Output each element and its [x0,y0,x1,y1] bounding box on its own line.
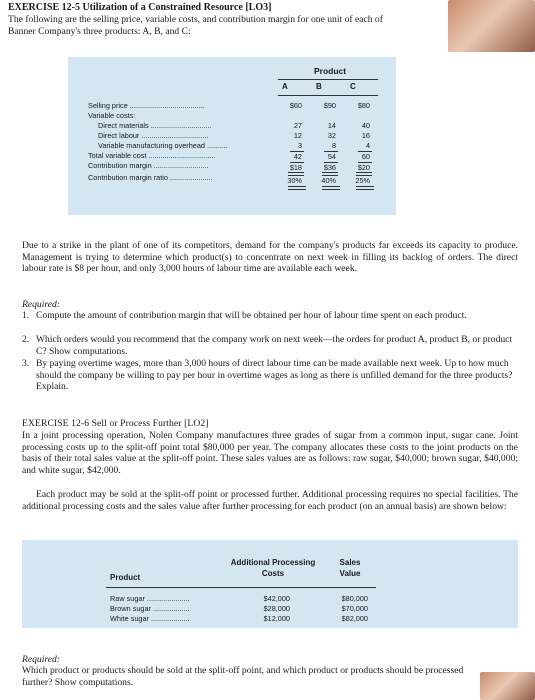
cell: 12 [293,131,302,140]
cell: $12,000 [263,614,290,623]
cell: 16 [361,131,370,140]
required-label-2: Required: [22,654,61,665]
cell: $20 [357,163,370,172]
cell: 25% [355,176,370,185]
header-sales-value: Sales Value [339,558,361,578]
exercise-12-6-title: EXERCISE 12-6 Sell or Process Further [LO2] [22,418,209,429]
row-variable-costs: Variable costs: [88,111,136,120]
cell: 32 [327,131,336,140]
row-direct-materials: Direct materials .............................. [98,121,212,130]
cell: $36 [323,163,336,172]
cell: $70,000 [341,604,368,613]
cell: $80,000 [341,594,368,603]
decorative-photo [448,0,535,52]
required-label: Required: [22,299,61,310]
cell: $80 [357,101,370,110]
cell: $60 [289,101,302,110]
col-b: B [316,82,322,91]
cell: $90 [323,101,336,110]
col-c: C [350,82,356,91]
row-direct-labour: Direct labour ................................. [98,131,209,140]
row-variable-overhead: Variable manufacturing overhead .......... [98,141,228,150]
row-selling-price: Selling price ..................................... [88,101,205,110]
decorative-photo [480,672,535,700]
cell: 40% [321,176,336,185]
exercise-12-5-body: Due to a strike in the plant of one of its competitors, demand for the company's products far exceeds its capacity to produce. Management is trying to determine which product(s) to concentrate on next week in filling its backlog of orders. The direct labour rate is $8 per hour, and only 3,000 hours of labour time are available each week. [22,240,518,275]
table-row: White sugar ................... [110,614,190,623]
row-contribution-margin: Contribution margin ........................... [88,161,209,170]
cell: 30% [287,176,302,185]
cell: 8 [331,141,336,150]
cell: 40 [361,121,370,130]
cell: 4 [365,141,370,150]
required-text-2: Which product or products should be sold at the split-off point, and which product or products should be processed further? Show computations. [22,665,464,688]
table-row: Raw sugar ..................... [110,594,190,603]
cell: 3 [297,141,302,150]
cell: $18 [289,163,302,172]
cell: $42,000 [263,594,290,603]
exercise-12-6-body2: Each product may be sold at the split-off point or processed further. Additional processing requires no special facilities. The additional processing costs and the sales value after further processing for each product (on an annual basis) are shown below: [22,489,518,512]
row-total-variable-cost: Total variable cost ................................. [88,151,216,160]
product-header: Product [314,66,347,76]
exercise-12-5-title: EXERCISE 12-5 Utilization of a Constrained Resource [LO3] [8,2,272,13]
cell: 60 [361,152,370,161]
exercise-12-6-body: In a joint processing operation, Nolen Company manufactures three grades of sugar from a common input, sugar cane. Joint processing costs up to the split-off point total $80,000 per year. The company allocates these costs to the joint products on the basis of their total sales value at the split-off point. These sales values are as follows: raw sugar, $40,000; brown sugar, $40,000; and white sugar, $42,000. [22,430,518,476]
cell: $28,000 [263,604,290,613]
header-product: Product [110,573,141,582]
cell: 54 [327,152,336,161]
exercise-12-5-intro: The following are the selling price, variable costs, and contribution margin for one unit of each of Banner Company's three products: A, B, and C: [8,14,383,37]
cell: 42 [293,152,302,161]
row-cm-ratio: Contribution margin ratio ..................... [88,173,213,182]
col-a: A [282,82,288,91]
cell: 27 [293,121,302,130]
cell: $82,000 [341,614,368,623]
header-additional-costs: Additional Processing Costs [230,558,316,578]
table-row: Brown sugar .................. [110,604,190,613]
cell: 14 [327,121,336,130]
